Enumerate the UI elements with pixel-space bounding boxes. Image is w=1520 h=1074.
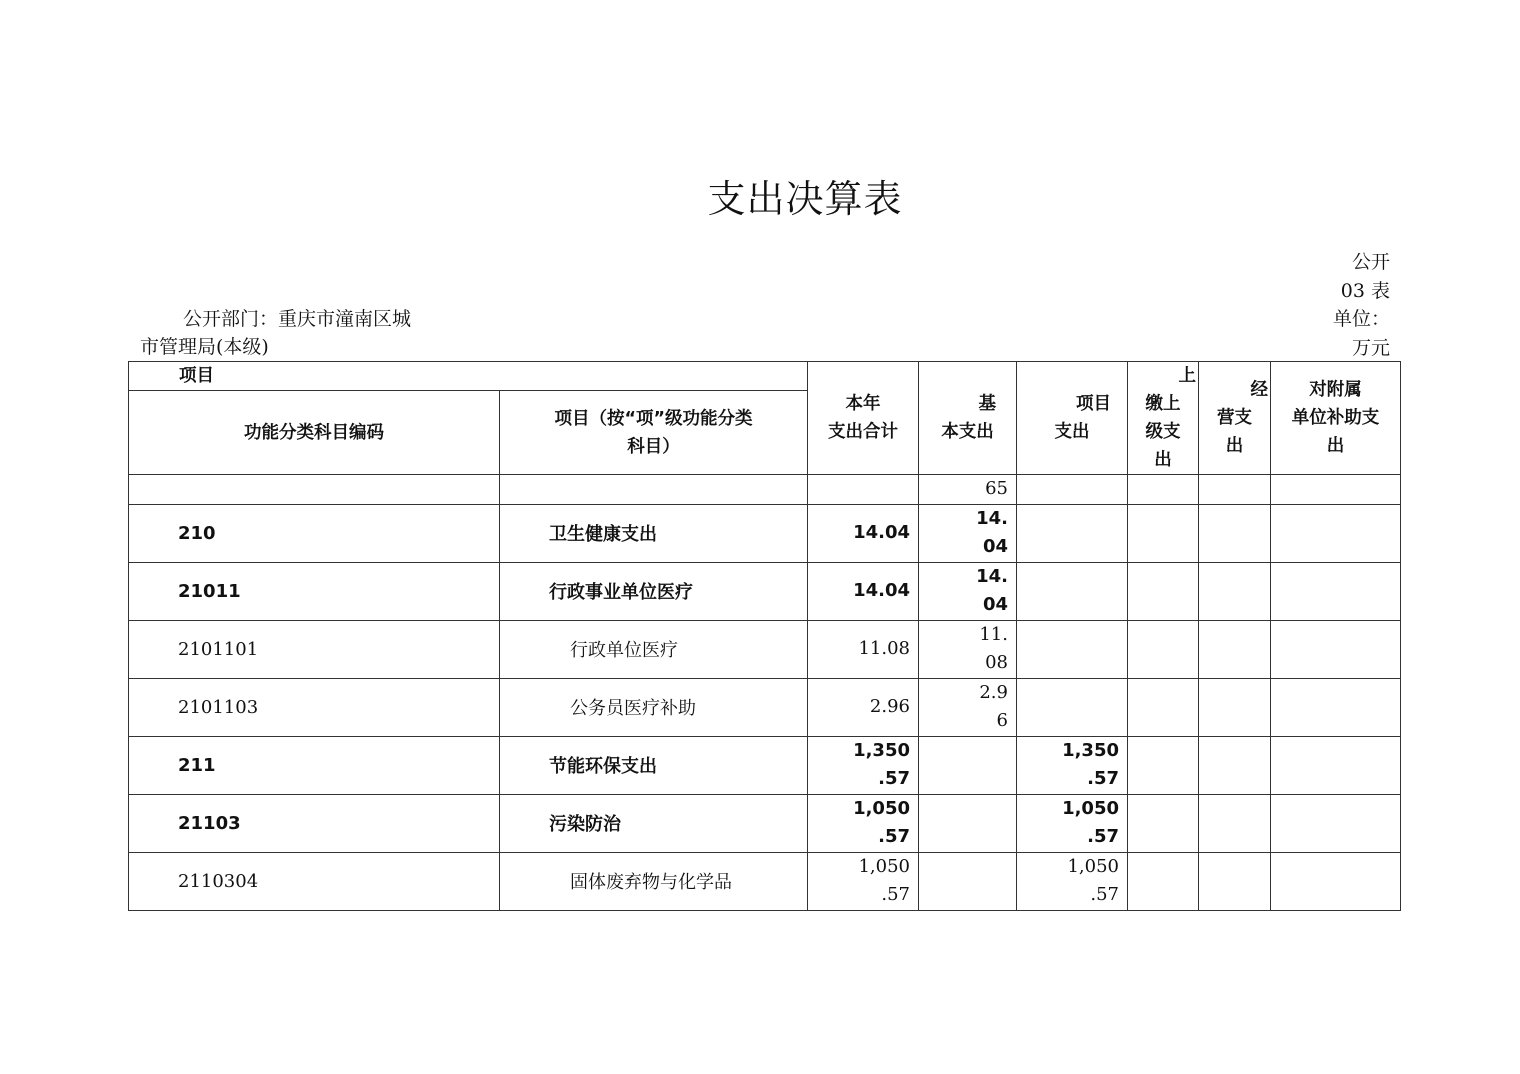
header-name-line-2: 科目）: [627, 436, 680, 457]
row-subsidy: [1271, 794, 1401, 852]
row-upper: [1128, 504, 1199, 562]
department-line-2: 市管理局(本级): [140, 336, 269, 358]
row-total-line-2: .57: [881, 884, 910, 905]
header-total-line-1: 本年: [845, 394, 881, 414]
header-sub-line-1: 对附属: [1309, 380, 1362, 400]
row-total: [808, 620, 919, 678]
row-business: [1199, 852, 1271, 910]
row-project: [1017, 678, 1128, 736]
row-code: 21011: [129, 562, 500, 620]
partial-total: [808, 475, 919, 505]
row-basic-line-1: 14.: [976, 565, 1008, 587]
form-info: [1333, 248, 1390, 362]
row-total: [808, 794, 919, 852]
row-project: [1017, 504, 1128, 562]
form-label-line-2: 03 表: [1340, 279, 1390, 302]
header-biz-line-3: 出: [1225, 436, 1244, 456]
row-total-line-2: .57: [878, 768, 910, 789]
table-row: [129, 852, 1401, 910]
row-basic: [919, 504, 1017, 562]
header-basic: [919, 362, 1017, 475]
row-total-line-1: 1,050: [858, 855, 910, 877]
row-subsidy: [1271, 504, 1401, 562]
row-business: [1199, 562, 1271, 620]
partial-basic: 65: [919, 475, 1017, 505]
row-basic: [919, 562, 1017, 620]
row-name: 行政事业单位医疗: [500, 562, 808, 620]
header-biz-line-2: 营支: [1217, 408, 1252, 428]
header-project: 项目: [129, 362, 808, 391]
header-basic-line-2: 本支出: [941, 422, 994, 442]
header-upper: [1128, 362, 1199, 475]
department-line-1: 公开部门：重庆市潼南区城: [183, 308, 412, 330]
row-project-line-2: .57: [1090, 884, 1119, 905]
row-project-line-1: 1,050: [1067, 855, 1119, 877]
row-basic-line-2: 6: [996, 710, 1008, 731]
row-basic-line-2: 04: [982, 536, 1008, 557]
row-total-line: 14.04: [853, 521, 910, 543]
partial-subsidy: [1271, 475, 1401, 505]
header-upper-line-2: 缴上: [1145, 394, 1181, 414]
row-name: 固体废弃物与化学品: [500, 852, 808, 910]
table-row: [129, 794, 1401, 852]
partial-project: [1017, 475, 1128, 505]
partial-code: [129, 475, 500, 505]
row-code: 211: [129, 736, 500, 794]
row-upper: [1128, 620, 1199, 678]
row-basic: [919, 678, 1017, 736]
row-project-line-2: .57: [1087, 826, 1119, 847]
row-basic: [919, 620, 1017, 678]
row-project-line-2: .57: [1087, 768, 1119, 789]
row-code: 210: [129, 504, 500, 562]
form-label-line-1: 公开: [1351, 251, 1390, 273]
partial-upper: [1128, 475, 1199, 505]
table-row: [129, 620, 1401, 678]
header-basic-line-1: 基: [978, 394, 996, 414]
row-project: [1017, 852, 1128, 910]
row-code: 2110304: [129, 852, 500, 910]
row-business: [1199, 794, 1271, 852]
row-project: [1017, 562, 1128, 620]
row-total-line: 11.08: [858, 637, 910, 659]
row-basic: [919, 736, 1017, 794]
row-business: [1199, 678, 1271, 736]
row-subsidy: [1271, 736, 1401, 794]
header-proj-line-2: 支出: [1054, 422, 1090, 442]
expenditure-table: [128, 361, 1401, 911]
row-total: [808, 736, 919, 794]
row-name: 节能环保支出: [500, 736, 808, 794]
page-title: 支出决算表: [707, 177, 903, 221]
row-subsidy: [1271, 620, 1401, 678]
header-name-line-1: 项目（按“项”级功能分类: [554, 408, 753, 429]
header-proj-line-1: 项目: [1076, 394, 1111, 414]
row-code: 21103: [129, 794, 500, 852]
header-upper-line-3: 级支: [1145, 422, 1181, 442]
row-subsidy: [1271, 678, 1401, 736]
row-upper: [1128, 736, 1199, 794]
header-subsidy: [1271, 362, 1401, 475]
partial-name: [500, 475, 808, 505]
header-sub-line-2: 单位补助支: [1291, 408, 1380, 428]
row-basic-line-1: 11.: [979, 623, 1008, 645]
row-code: 2101101: [129, 620, 500, 678]
row-basic-line-2: 04: [982, 594, 1008, 615]
header-business: [1199, 362, 1271, 475]
table-row: [129, 736, 1401, 794]
header-total: [808, 362, 919, 475]
table-row: [129, 562, 1401, 620]
unit-label-line-2: 万元: [1351, 336, 1390, 359]
row-business: [1199, 620, 1271, 678]
row-project: [1017, 736, 1128, 794]
row-total-line-1: 1,050: [853, 797, 910, 819]
header-project-expense: [1017, 362, 1128, 475]
row-project-line-1: 1,050: [1062, 797, 1119, 819]
row-total-line: 14.04: [853, 579, 910, 601]
header-name: [500, 391, 808, 475]
row-basic: [919, 852, 1017, 910]
row-basic-line-2: 08: [985, 652, 1008, 673]
header-upper-line-1: 上: [1178, 366, 1196, 386]
header-upper-line-4: 出: [1154, 450, 1172, 470]
row-subsidy: [1271, 852, 1401, 910]
row-total: [808, 562, 919, 620]
row-business: [1199, 736, 1271, 794]
row-project: [1017, 794, 1128, 852]
row-name: 污染防治: [500, 794, 808, 852]
table-row: [129, 504, 1401, 562]
row-basic-line-1: 2.9: [979, 681, 1008, 703]
row-subsidy: [1271, 562, 1401, 620]
row-name: 行政单位医疗: [500, 620, 808, 678]
row-upper: [1128, 794, 1199, 852]
table-row: [129, 678, 1401, 736]
row-total: [808, 504, 919, 562]
row-total-line-1: 1,350: [853, 739, 910, 761]
row-business: [1199, 504, 1271, 562]
row-upper: [1128, 562, 1199, 620]
row-name: 卫生健康支出: [500, 504, 808, 562]
row-total: [808, 852, 919, 910]
row-basic-line-1: 14.: [976, 507, 1008, 529]
row-upper: [1128, 678, 1199, 736]
row-project: [1017, 620, 1128, 678]
header-sub-line-3: 出: [1326, 436, 1345, 456]
row-code: 2101103: [129, 678, 500, 736]
row-basic: [919, 794, 1017, 852]
row-total: [808, 678, 919, 736]
row-upper: [1128, 852, 1199, 910]
header-total-line-2: 支出合计: [828, 422, 898, 442]
row-total-line: 2.96: [869, 695, 910, 717]
partial-business: [1199, 475, 1271, 505]
row-name: 公务员医疗补助: [500, 678, 808, 736]
header-biz-line-1: 经: [1250, 380, 1268, 400]
row-project-line-1: 1,350: [1062, 739, 1119, 761]
unit-label-line-1: 单位：: [1332, 308, 1390, 330]
row-total-line-2: .57: [878, 826, 910, 847]
header-code: 功能分类科目编码: [129, 391, 500, 475]
